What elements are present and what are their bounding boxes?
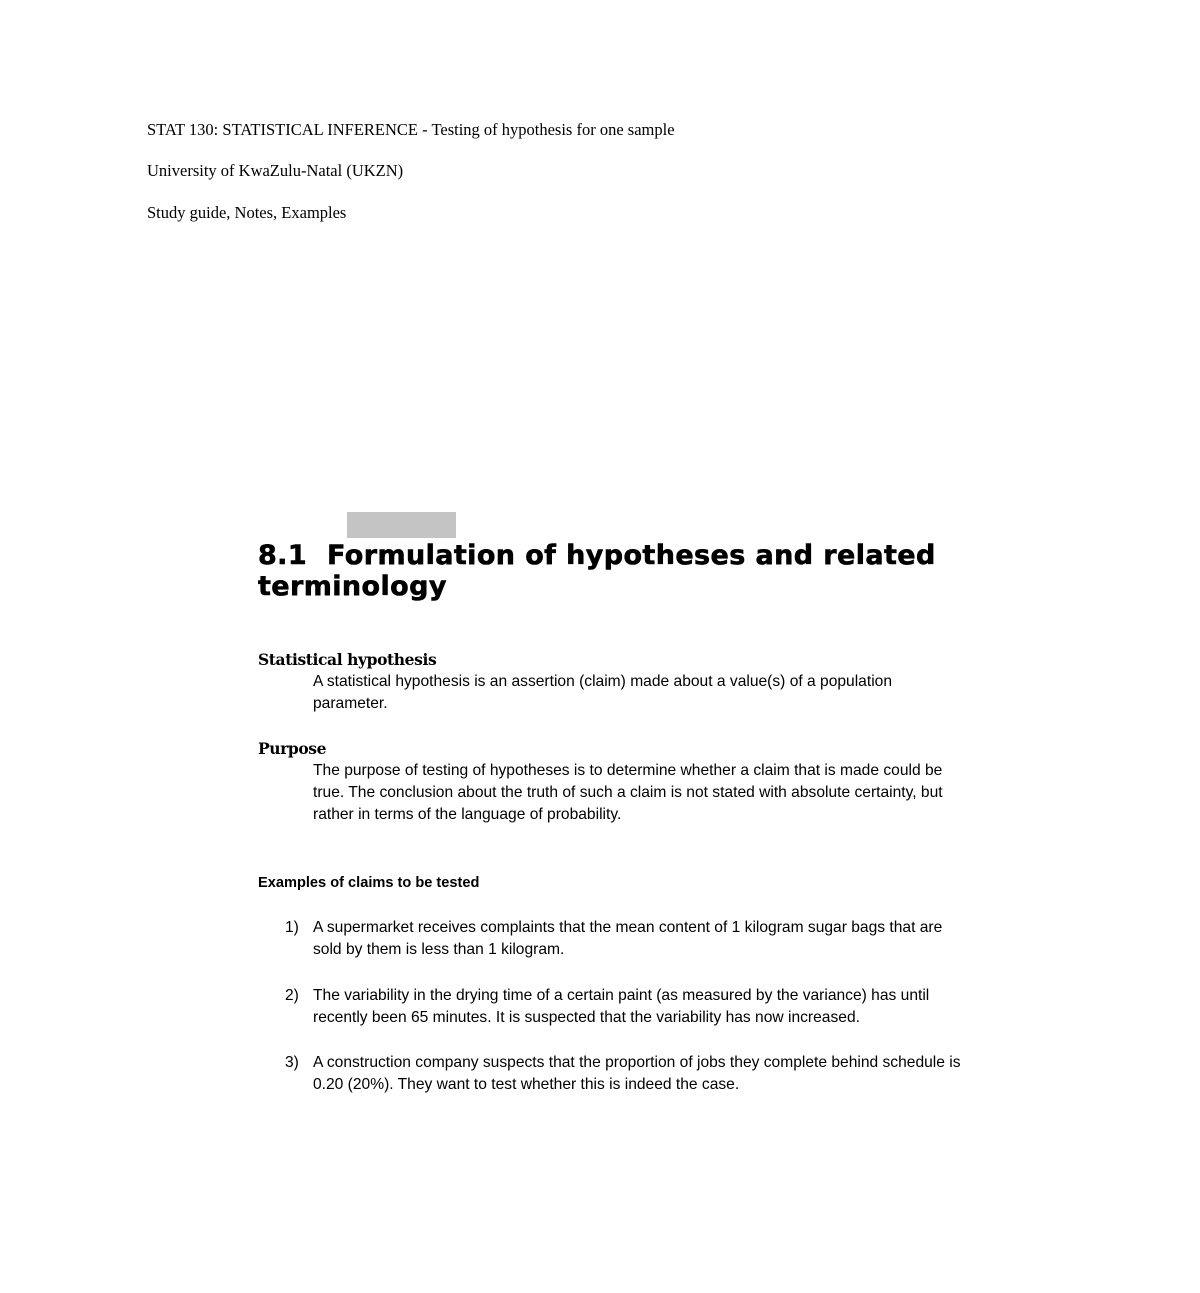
example-text: A supermarket receives complaints that the mean content of 1 kilogram sugar bags that are sold by them is less than 1 kilogram. xyxy=(313,919,943,958)
example-text: The variability in the drying time of a certain paint (as measured by the variance) has until recently been 65 minutes. It is suspected that the variability has now increased. xyxy=(313,987,930,1026)
statistical-hypothesis-text: A statistical hypothesis is an assertion (claim) made about a value(s) of a population parameter. xyxy=(313,673,893,712)
examples-heading: Examples of claims to be tested xyxy=(258,875,480,891)
example-number: 2) xyxy=(285,987,299,1004)
section-number: 8.1 xyxy=(258,540,308,571)
document-type-line: Study guide, Notes, Examples xyxy=(147,203,347,222)
example-number: 1) xyxy=(285,919,299,936)
section-title-text: Formulation of hypotheses and related terminology xyxy=(258,540,936,602)
section-heading xyxy=(258,540,978,602)
purpose-heading: Purpose xyxy=(258,739,327,758)
university-line: University of KwaZulu-Natal (UKZN) xyxy=(147,161,404,180)
example-number: 3) xyxy=(285,1054,299,1071)
example-text: A construction company suspects that the proportion of jobs they complete behind schedule is 0.20 (20%). They want to test whether this is indeed the case. xyxy=(313,1054,961,1093)
section-tab-marker xyxy=(347,512,456,538)
statistical-hypothesis-heading: Statistical hypothesis xyxy=(258,650,437,669)
purpose-text: The purpose of testing of hypotheses is to determine whether a claim that is made could be true. The conclusion about the truth of such a claim is not stated with absolute certainty, but rather in terms of the language of probability. xyxy=(313,762,943,823)
course-title-line: STAT 130: STATISTICAL INFERENCE - Testing of hypothesis for one sample xyxy=(147,120,675,139)
